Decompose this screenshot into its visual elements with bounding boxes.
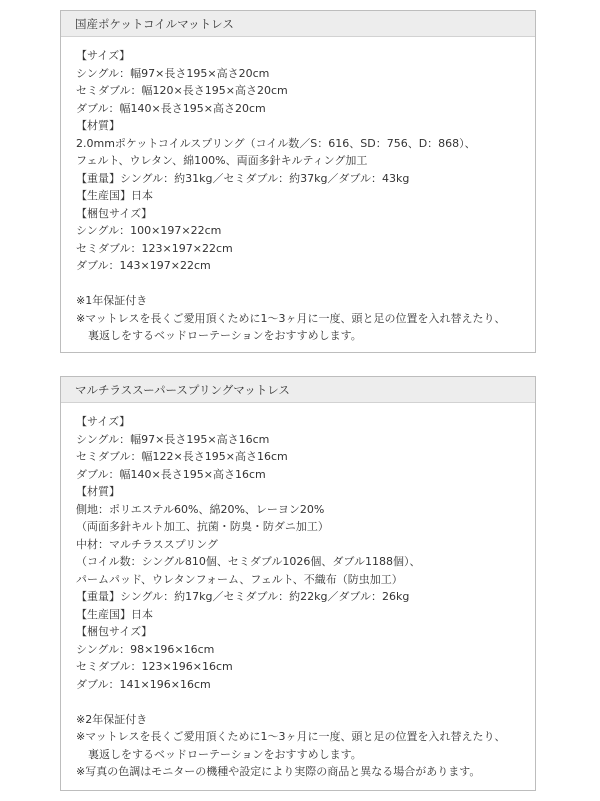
size-single: シングル：幅97×長さ195×高さ16cm: [76, 432, 270, 446]
warranty-note: ※2年保証付き: [76, 712, 148, 726]
material-line: 側地：ポリエステル60%、綿20%、レーヨン20%: [76, 502, 325, 516]
size-semi-double: セミダブル：幅122×長さ195×高さ16cm: [76, 450, 288, 463]
size-double: ダブル：幅140×長さ195×高さ20cm: [76, 101, 266, 115]
rotation-note-continued: 裏返しをするベッドローテーションをおすすめします。: [88, 329, 362, 342]
material-line: （コイル数：シングル810個、セミダブル1026個、ダブル1188個）、: [76, 555, 421, 568]
section-title: マルチラススーパースプリングマットレス: [61, 377, 535, 403]
material-line: 2.0mmポケットコイルスプリング（コイル数／S：616、SD：756、D：868）、: [76, 136, 476, 150]
size-semi-double: セミダブル：幅120×長さ195×高さ20cm: [76, 84, 288, 97]
material-line: （両面多針キルト加工、抗菌・防臭・防ダニ加工）: [76, 520, 329, 533]
rotation-note: ※マットレスを長くご愛用頂くために1～3ヶ月に一度、頭と足の位置を入れ替えたり、: [76, 311, 506, 325]
package-single: シングル：98×196×16cm: [76, 642, 215, 656]
material-line: フェルト、ウレタン、綿100%、両面多針キルティング加工: [76, 154, 368, 167]
spec-body: [61, 37, 535, 345]
material-heading: 【材質】: [76, 485, 120, 498]
weight-line: 【重量】シングル：約17kg／セミダブル：約22kg／ダブル：26kg: [76, 590, 410, 603]
spec-body: [61, 403, 535, 781]
weight-line: 【重量】シングル：約31kg／セミダブル：約37kg／ダブル：43kg: [76, 171, 410, 185]
spec-box-pocket-coil: [60, 10, 536, 353]
spec-box-multiras: [60, 376, 536, 791]
color-disclaimer-note: ※写真の色調はモニターの機種や設定により実際の商品と異なる場合があります。: [76, 765, 481, 778]
package-semi-double: セミダブル：123×196×16cm: [76, 660, 233, 673]
rotation-note: ※マットレスを長くご愛用頂くために1～3ヶ月に一度、頭と足の位置を入れ替えたり、: [76, 730, 506, 743]
size-double: ダブル：幅140×長さ195×高さ16cm: [76, 467, 266, 481]
origin-line: 【生産国】日本: [76, 607, 153, 621]
size-single: シングル：幅97×長さ195×高さ20cm: [76, 66, 270, 80]
material-line: パームパッド、ウレタンフォーム、フェルト、不織布（防虫加工）: [76, 572, 403, 586]
section-title: 国産ポケットコイルマットレス: [61, 11, 535, 37]
package-single: シングル：100×197×22cm: [76, 224, 222, 237]
package-double: ダブル：141×196×16cm: [76, 677, 211, 691]
package-heading: 【梱包サイズ】: [76, 206, 153, 220]
size-heading: 【サイズ】: [76, 49, 131, 62]
package-heading: 【梱包サイズ】: [76, 625, 153, 638]
origin-line: 【生産国】日本: [76, 189, 153, 202]
material-line: 中材：マルチラススプリング: [76, 537, 219, 551]
size-heading: 【サイズ】: [76, 415, 131, 428]
rotation-note-continued: 裏返しをするベッドローテーションをおすすめします。: [88, 747, 362, 761]
package-semi-double: セミダブル：123×197×22cm: [76, 241, 233, 255]
material-heading: 【材質】: [76, 119, 120, 132]
package-double: ダブル：143×197×22cm: [76, 259, 211, 272]
warranty-note: ※1年保証付き: [76, 294, 148, 307]
